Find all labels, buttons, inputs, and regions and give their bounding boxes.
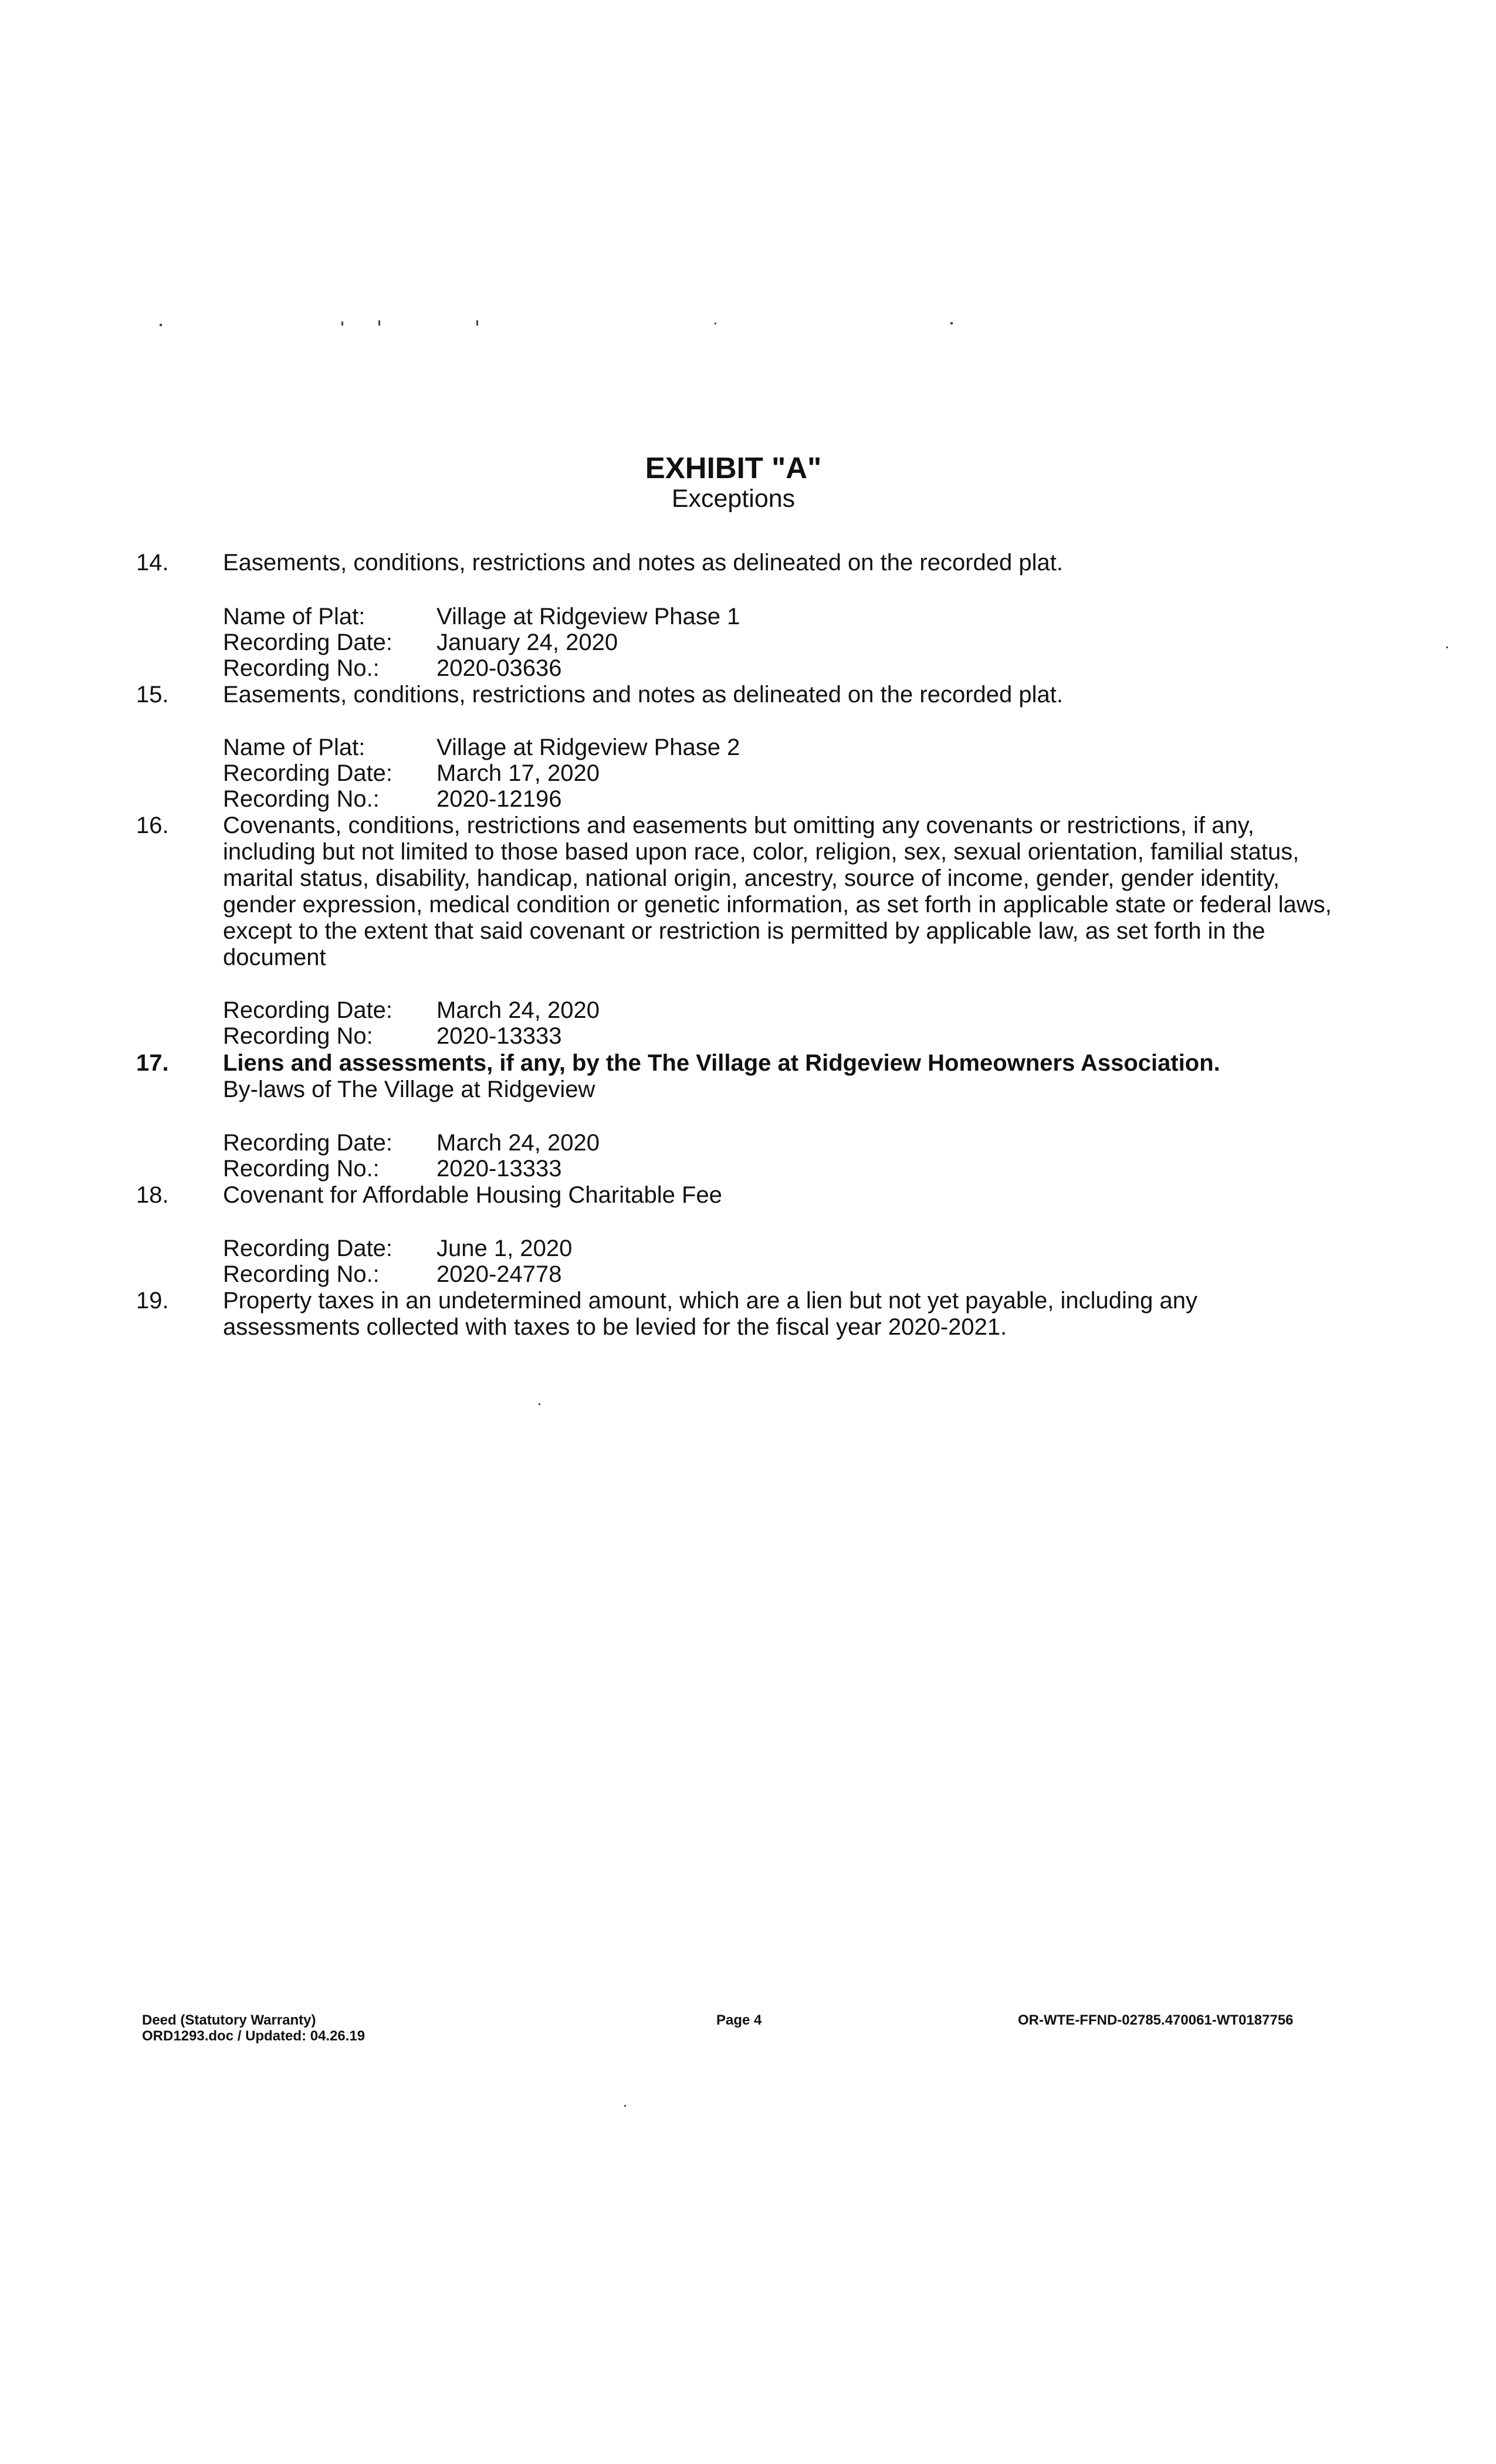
- item-text: Covenants, conditions, restrictions and easements but omitting any covenants or restrictions, if any, including but not limited to those based upon race, color, religion, sex, sexual orientation, familial status, marital status, disability, handicap, national origin, ancestry, source of income, gender, gender identity, gender expression, medical condition or genetic information, as set forth in applicable state or federal laws, except to the extent that said covenant or restriction is permitted by applicable law, as set forth in the document: [223, 813, 1332, 970]
- detail-value: 2020-12196: [436, 786, 562, 812]
- detail-label: Name of Plat:: [223, 604, 365, 629]
- item-number: 18.: [136, 1182, 169, 1208]
- detail-label: Recording No.:: [223, 1156, 380, 1182]
- detail-label: Recording No.:: [223, 786, 380, 812]
- detail-value: March 24, 2020: [436, 1130, 600, 1156]
- file-reference: OR-WTE-FFND-02785.470061-WT0187756: [1018, 2012, 1294, 2028]
- item-number: 15.: [136, 682, 169, 708]
- detail-label: Recording Date:: [223, 629, 393, 655]
- scan-speck: [1446, 647, 1448, 648]
- item-text: Covenant for Affordable Housing Charitable Fee: [223, 1182, 722, 1208]
- item-subtext: By-laws of The Village at Ridgeview: [223, 1077, 595, 1102]
- detail-value: 2020-24778: [436, 1261, 562, 1287]
- detail-label: Recording Date:: [223, 1130, 393, 1156]
- detail-value: Village at Ridgeview Phase 1: [436, 604, 740, 629]
- detail-value: March 24, 2020: [436, 997, 600, 1023]
- detail-value: 2020-13333: [436, 1156, 562, 1182]
- scan-speck: [476, 320, 478, 326]
- detail-value: March 17, 2020: [436, 760, 600, 786]
- item-number: 16.: [136, 813, 169, 838]
- detail-value: June 1, 2020: [436, 1236, 573, 1261]
- item-number: 14.: [136, 550, 169, 576]
- scan-speck: [950, 322, 953, 324]
- item-text: Liens and assessments, if any, by the The Village at Ridgeview Homeowners Association.: [223, 1050, 1220, 1076]
- detail-label: Name of Plat:: [223, 735, 365, 760]
- detail-value: 2020-13333: [436, 1023, 562, 1049]
- detail-value: Village at Ridgeview Phase 2: [436, 735, 740, 760]
- exhibit-title: EXHIBIT "A": [645, 451, 822, 485]
- footer-doc-info: [142, 2012, 365, 2044]
- exhibit-subtitle: Exceptions: [671, 485, 796, 513]
- page-number: Page 4: [716, 2012, 762, 2028]
- item-number: 19.: [136, 1288, 169, 1314]
- scan-speck: [160, 324, 162, 326]
- detail-value: January 24, 2020: [436, 629, 618, 655]
- detail-label: Recording No.:: [223, 1261, 380, 1287]
- item-text: Property taxes in an undetermined amount, which are a lien but not yet payable, including any assessments collected with taxes to be levied for the fiscal year 2020-2021.: [223, 1288, 1198, 1340]
- detail-value: 2020-03636: [436, 655, 562, 681]
- scan-speck: [715, 323, 716, 324]
- item-text: Easements, conditions, restrictions and notes as delineated on the recorded plat.: [223, 550, 1063, 576]
- detail-label: Recording No:: [223, 1023, 373, 1049]
- detail-label: Recording Date:: [223, 760, 393, 786]
- scan-speck: [341, 321, 343, 326]
- footer-doc-file: ORD1293.doc / Updated: 04.26.19: [142, 2028, 365, 2044]
- scan-speck: [624, 2105, 626, 2107]
- item-number: 17.: [136, 1050, 169, 1076]
- detail-label: Recording Date:: [223, 1236, 393, 1261]
- footer-doc-type: Deed (Statutory Warranty): [142, 2012, 316, 2028]
- scan-speck: [539, 1403, 540, 1405]
- detail-label: Recording Date:: [223, 997, 393, 1023]
- scan-speck: [378, 320, 380, 326]
- item-text: Easements, conditions, restrictions and notes as delineated on the recorded plat.: [223, 682, 1063, 708]
- detail-label: Recording No.:: [223, 655, 380, 681]
